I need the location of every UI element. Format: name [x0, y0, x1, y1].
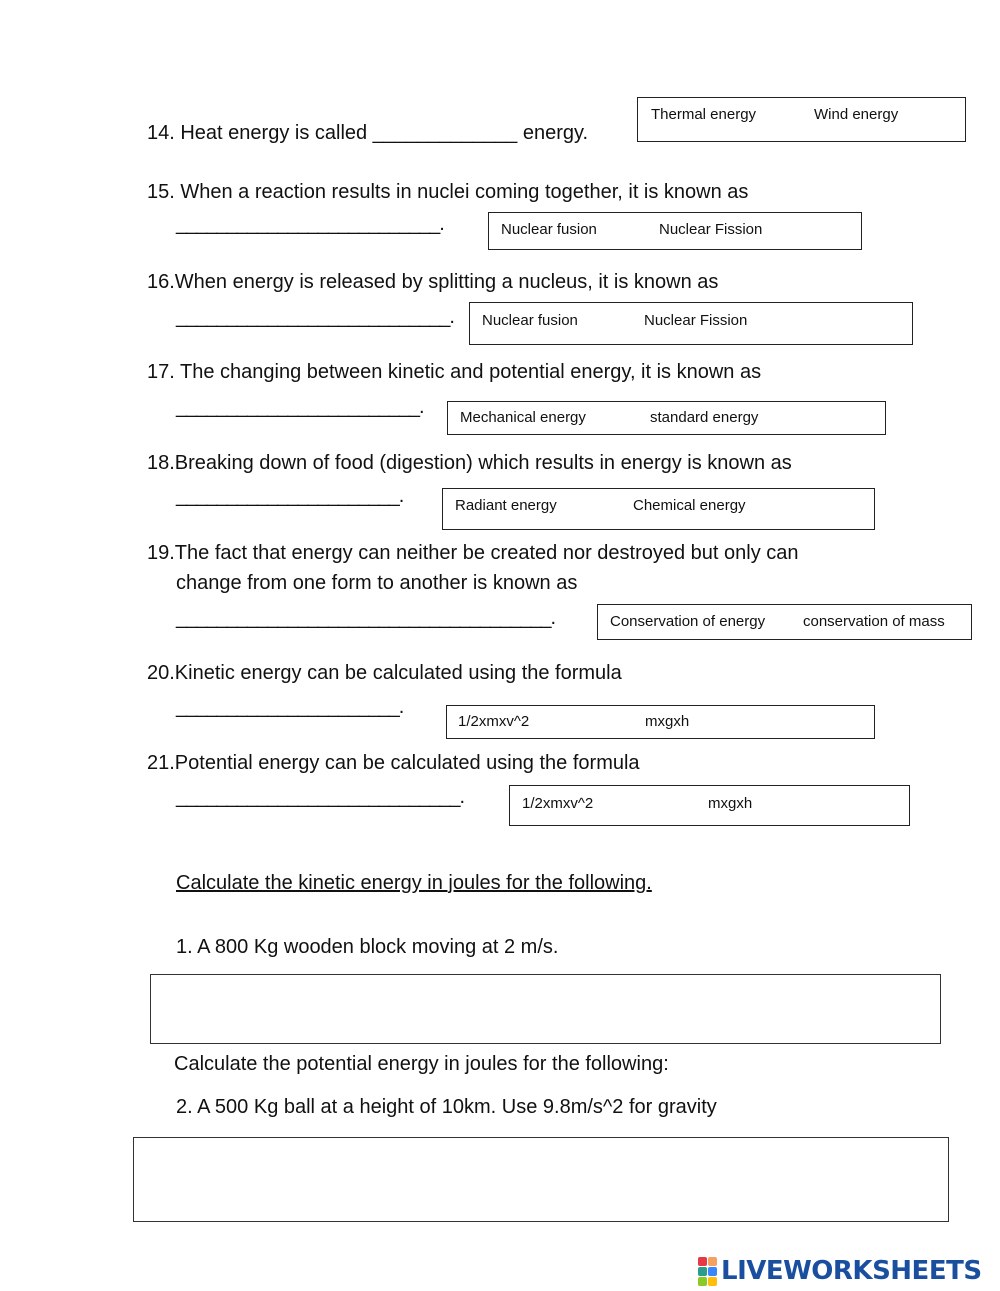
option-nuclear-fission[interactable]: Nuclear Fission	[659, 221, 763, 238]
question-18-options	[442, 488, 875, 530]
potential-section-heading: Calculate the potential energy in joules for the following:	[174, 1053, 669, 1075]
question-18-text: 18.Breaking down of food (digestion) which results in energy is known as	[147, 452, 792, 474]
question-16-options	[469, 302, 913, 345]
option-kinetic-formula[interactable]: 1/2xmxv^2	[458, 713, 530, 730]
question-19-text: 19.The fact that energy can neither be created nor destroyed but only can	[147, 542, 799, 564]
option-radiant-energy[interactable]: Radiant energy	[455, 497, 557, 514]
question-20-text: 20.Kinetic energy can be calculated using the formula	[147, 662, 622, 684]
option-conservation-of-energy[interactable]: Conservation of energy	[610, 613, 766, 630]
question-15-options	[488, 212, 862, 250]
question-19-text-line2: change from one form to another is known as	[176, 572, 578, 594]
question-17-text: 17. The changing between kinetic and potential energy, it is known as	[147, 361, 762, 383]
option-conservation-of-mass[interactable]: conservation of mass	[803, 613, 945, 630]
potential-problem-text: 2. A 500 Kg ball at a height of 10km. Use 9.8m/s^2 for gravity	[176, 1096, 717, 1118]
question-15-blank[interactable]: __________________________.	[176, 213, 444, 235]
liveworksheets-logo-text: LIVEWORKSHEETS	[721, 1256, 982, 1286]
question-19-blank[interactable]: _____________________________________.	[176, 607, 556, 629]
kinetic-problem-text: 1. A 800 Kg wooden block moving at 2 m/s.	[176, 936, 559, 958]
option-potential-formula[interactable]: mxgxh	[708, 795, 753, 812]
question-17-blank[interactable]: ________________________.	[176, 396, 424, 418]
option-mechanical-energy[interactable]: Mechanical energy	[460, 409, 586, 426]
kinetic-section-heading: Calculate the kinetic energy in joules for the following.	[176, 872, 652, 894]
option-standard-energy[interactable]: standard energy	[650, 409, 759, 426]
option-wind-energy[interactable]: Wind energy	[814, 106, 899, 123]
liveworksheets-logo	[698, 1256, 982, 1286]
option-thermal-energy[interactable]: Thermal energy	[651, 106, 757, 123]
question-20-options	[446, 705, 875, 739]
question-15-text: 15. When a reaction results in nuclei coming together, it is known as	[147, 181, 749, 203]
option-nuclear-fusion[interactable]: Nuclear fusion	[501, 221, 597, 238]
question-21-text: 21.Potential energy can be calculated using the formula	[147, 752, 640, 774]
question-20-blank[interactable]: ______________________.	[176, 696, 404, 718]
question-16-text: 16.When energy is released by splitting a nucleus, it is known as	[147, 271, 719, 293]
question-21-options	[509, 785, 910, 826]
question-14-text: 14. Heat energy is called _____________ energy.	[147, 122, 589, 144]
question-18-blank[interactable]: ______________________.	[176, 485, 404, 507]
question-21-blank[interactable]: ____________________________.	[176, 786, 465, 808]
liveworksheets-logo-icon	[698, 1257, 717, 1286]
option-kinetic-formula[interactable]: 1/2xmxv^2	[522, 795, 594, 812]
option-nuclear-fission[interactable]: Nuclear Fission	[644, 312, 748, 329]
question-16-blank[interactable]: ___________________________.	[176, 306, 454, 328]
potential-answer-box[interactable]	[133, 1137, 949, 1222]
option-potential-formula[interactable]: mxgxh	[645, 713, 690, 730]
kinetic-answer-box[interactable]	[150, 974, 941, 1044]
option-chemical-energy[interactable]: Chemical energy	[633, 497, 746, 514]
question-14-options	[637, 97, 966, 142]
question-17-options	[447, 401, 886, 435]
question-19-options	[597, 604, 972, 640]
option-nuclear-fusion[interactable]: Nuclear fusion	[482, 312, 578, 329]
